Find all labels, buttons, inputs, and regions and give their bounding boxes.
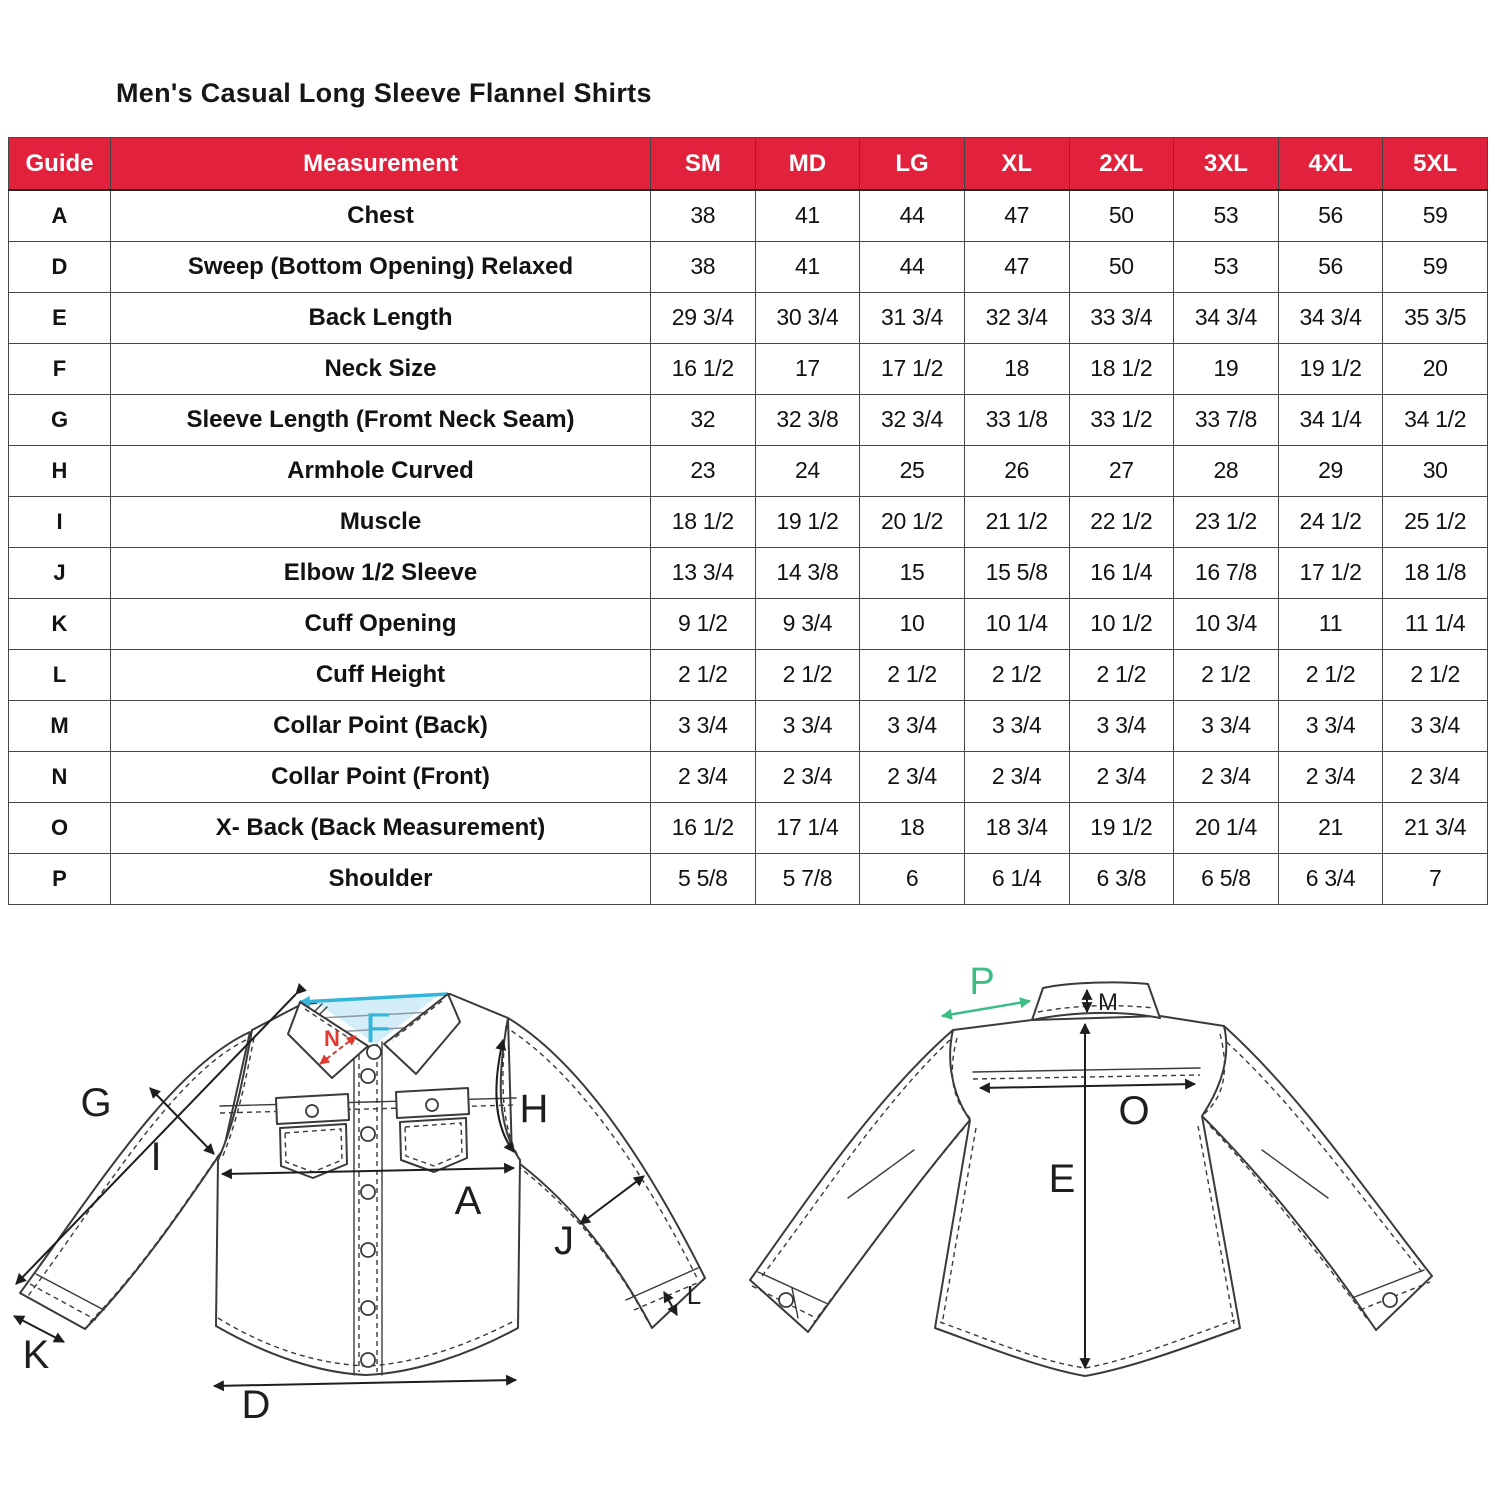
guide-cell: P xyxy=(9,853,111,904)
table-body xyxy=(9,190,1488,904)
size-value-cell: 19 1/2 xyxy=(1278,343,1383,394)
table-row-i xyxy=(9,496,1488,547)
size-value-cell: 19 xyxy=(1174,343,1279,394)
size-value-cell: 21 3/4 xyxy=(1383,802,1488,853)
size-value-cell: 16 1/4 xyxy=(1069,547,1174,598)
size-value-cell: 33 1/2 xyxy=(1069,394,1174,445)
size-value-cell: 3 3/4 xyxy=(1383,700,1488,751)
size-value-cell: 44 xyxy=(860,190,965,241)
size-value-cell: 6 3/4 xyxy=(1278,853,1383,904)
size-value-cell: 44 xyxy=(860,241,965,292)
size-value-cell: 32 3/4 xyxy=(860,394,965,445)
size-value-cell: 16 1/2 xyxy=(651,802,756,853)
size-value-cell: 9 1/2 xyxy=(651,598,756,649)
size-value-cell: 2 1/2 xyxy=(755,649,860,700)
size-value-cell: 38 xyxy=(651,190,756,241)
size-value-cell: 53 xyxy=(1174,241,1279,292)
size-value-cell: 6 xyxy=(860,853,965,904)
size-value-cell: 2 1/2 xyxy=(1278,649,1383,700)
size-value-cell: 11 1/4 xyxy=(1383,598,1488,649)
size-value-cell: 19 1/2 xyxy=(755,496,860,547)
front-shirt-diagram xyxy=(0,948,735,1495)
column-header-xl: XL xyxy=(964,138,1069,191)
back-shirt-diagram xyxy=(740,948,1495,1495)
size-value-cell: 2 1/2 xyxy=(1069,649,1174,700)
size-value-cell: 14 3/8 xyxy=(755,547,860,598)
size-value-cell: 47 xyxy=(964,241,1069,292)
size-value-cell: 24 xyxy=(755,445,860,496)
size-value-cell: 41 xyxy=(755,190,860,241)
size-value-cell: 34 3/4 xyxy=(1278,292,1383,343)
size-value-cell: 10 1/2 xyxy=(1069,598,1174,649)
size-value-cell: 3 3/4 xyxy=(1069,700,1174,751)
size-value-cell: 33 3/4 xyxy=(1069,292,1174,343)
measurement-cell: Collar Point (Front) xyxy=(111,751,651,802)
measurement-cell: Sweep (Bottom Opening) Relaxed xyxy=(111,241,651,292)
size-value-cell: 34 3/4 xyxy=(1174,292,1279,343)
front-label-n-collar-front: N xyxy=(324,1026,340,1051)
back-label-o-x-back: O xyxy=(1118,1089,1150,1133)
measurement-cell: Neck Size xyxy=(111,343,651,394)
back-label-p-shoulder: P xyxy=(969,961,995,1003)
size-value-cell: 2 3/4 xyxy=(1383,751,1488,802)
size-value-cell: 56 xyxy=(1278,190,1383,241)
size-value-cell: 59 xyxy=(1383,190,1488,241)
size-value-cell: 13 3/4 xyxy=(651,547,756,598)
size-value-cell: 50 xyxy=(1069,241,1174,292)
size-value-cell: 27 xyxy=(1069,445,1174,496)
measurement-cell: Shoulder xyxy=(111,853,651,904)
size-value-cell: 18 3/4 xyxy=(964,802,1069,853)
size-value-cell: 17 1/4 xyxy=(755,802,860,853)
size-value-cell: 33 1/8 xyxy=(964,394,1069,445)
table-row-a xyxy=(9,190,1488,241)
table-row-l xyxy=(9,649,1488,700)
size-value-cell: 2 3/4 xyxy=(651,751,756,802)
front-label-a-chest: A xyxy=(454,1179,482,1223)
size-value-cell: 33 7/8 xyxy=(1174,394,1279,445)
size-value-cell: 38 xyxy=(651,241,756,292)
size-value-cell: 17 xyxy=(755,343,860,394)
guide-cell: J xyxy=(9,547,111,598)
column-header-measurement: Measurement xyxy=(111,138,651,191)
size-value-cell: 23 1/2 xyxy=(1174,496,1279,547)
measurement-cell: Cuff Height xyxy=(111,649,651,700)
table-row-o xyxy=(9,802,1488,853)
size-value-cell: 25 xyxy=(860,445,965,496)
size-value-cell: 31 3/4 xyxy=(860,292,965,343)
guide-cell: G xyxy=(9,394,111,445)
size-value-cell: 19 1/2 xyxy=(1069,802,1174,853)
size-value-cell: 9 3/4 xyxy=(755,598,860,649)
size-value-cell: 32 3/4 xyxy=(964,292,1069,343)
guide-cell: E xyxy=(9,292,111,343)
size-value-cell: 2 1/2 xyxy=(651,649,756,700)
back-right-sleeve xyxy=(1202,1026,1432,1330)
size-value-cell: 50 xyxy=(1069,190,1174,241)
front-label-h-armhole: H xyxy=(519,1087,549,1131)
guide-cell: H xyxy=(9,445,111,496)
size-value-cell: 18 1/2 xyxy=(651,496,756,547)
size-value-cell: 18 xyxy=(860,802,965,853)
back-collar xyxy=(1032,982,1160,1020)
size-value-cell: 18 xyxy=(964,343,1069,394)
column-header-3xl: 3XL xyxy=(1174,138,1279,191)
column-header-sm: SM xyxy=(651,138,756,191)
front-right-sleeve xyxy=(504,1018,705,1328)
guide-cell: F xyxy=(9,343,111,394)
guide-cell: D xyxy=(9,241,111,292)
size-value-cell: 2 3/4 xyxy=(1278,751,1383,802)
size-value-cell: 2 3/4 xyxy=(1069,751,1174,802)
size-value-cell: 6 5/8 xyxy=(1174,853,1279,904)
size-chart-table xyxy=(8,137,1488,905)
size-value-cell: 32 xyxy=(651,394,756,445)
guide-cell: I xyxy=(9,496,111,547)
size-value-cell: 28 xyxy=(1174,445,1279,496)
back-left-sleeve xyxy=(750,1030,970,1332)
table-row-p xyxy=(9,853,1488,904)
page-title: Men's Casual Long Sleeve Flannel Shirts xyxy=(116,78,652,108)
size-value-cell: 22 1/2 xyxy=(1069,496,1174,547)
guide-cell: O xyxy=(9,802,111,853)
size-value-cell: 18 1/2 xyxy=(1069,343,1174,394)
size-value-cell: 2 1/2 xyxy=(1383,649,1488,700)
front-label-f-neck: F xyxy=(365,1004,391,1051)
size-value-cell: 16 7/8 xyxy=(1174,547,1279,598)
size-value-cell: 10 xyxy=(860,598,965,649)
size-value-cell: 41 xyxy=(755,241,860,292)
measurement-cell: Muscle xyxy=(111,496,651,547)
size-value-cell: 11 xyxy=(1278,598,1383,649)
size-value-cell: 3 3/4 xyxy=(964,700,1069,751)
measurement-cell: Armhole Curved xyxy=(111,445,651,496)
size-value-cell: 10 1/4 xyxy=(964,598,1069,649)
measurement-cell: Cuff Opening xyxy=(111,598,651,649)
guide-cell: L xyxy=(9,649,111,700)
size-value-cell: 23 xyxy=(651,445,756,496)
size-value-cell: 20 1/4 xyxy=(1174,802,1279,853)
size-value-cell: 17 1/2 xyxy=(860,343,965,394)
guide-cell: A xyxy=(9,190,111,241)
front-label-d-sweep: D xyxy=(241,1383,271,1427)
table-header-row xyxy=(9,138,1488,191)
size-value-cell: 2 3/4 xyxy=(964,751,1069,802)
size-value-cell: 30 xyxy=(1383,445,1488,496)
size-value-cell: 3 3/4 xyxy=(1278,700,1383,751)
guide-cell: K xyxy=(9,598,111,649)
size-value-cell: 2 3/4 xyxy=(755,751,860,802)
size-value-cell: 26 xyxy=(964,445,1069,496)
table-row-k xyxy=(9,598,1488,649)
table-row-m xyxy=(9,700,1488,751)
size-value-cell: 2 3/4 xyxy=(1174,751,1279,802)
measurement-cell: Collar Point (Back) xyxy=(111,700,651,751)
table-row-d xyxy=(9,241,1488,292)
size-value-cell: 3 3/4 xyxy=(651,700,756,751)
size-value-cell: 59 xyxy=(1383,241,1488,292)
size-value-cell: 20 1/2 xyxy=(860,496,965,547)
size-value-cell: 15 xyxy=(860,547,965,598)
size-value-cell: 10 3/4 xyxy=(1174,598,1279,649)
size-value-cell: 7 xyxy=(1383,853,1488,904)
size-value-cell: 2 1/2 xyxy=(860,649,965,700)
column-header-4xl: 4XL xyxy=(1278,138,1383,191)
back-label-e-back-length: E xyxy=(1048,1157,1076,1201)
column-header-5xl: 5XL xyxy=(1383,138,1488,191)
size-value-cell: 3 3/4 xyxy=(1174,700,1279,751)
guide-cell: M xyxy=(9,700,111,751)
size-value-cell: 25 1/2 xyxy=(1383,496,1488,547)
column-header-lg: LG xyxy=(860,138,965,191)
column-header-2xl: 2XL xyxy=(1069,138,1174,191)
size-value-cell: 30 3/4 xyxy=(755,292,860,343)
front-label-j-elbow: J xyxy=(554,1219,574,1263)
table-row-f xyxy=(9,343,1488,394)
size-value-cell: 53 xyxy=(1174,190,1279,241)
back-shirt-body xyxy=(935,1016,1240,1376)
measurement-cell: Chest xyxy=(111,190,651,241)
guide-cell: N xyxy=(9,751,111,802)
size-value-cell: 5 7/8 xyxy=(755,853,860,904)
back-label-m-collar-back: M xyxy=(1098,989,1118,1016)
size-value-cell: 32 3/8 xyxy=(755,394,860,445)
measurement-cell: Sleeve Length (Fromt Neck Seam) xyxy=(111,394,651,445)
size-value-cell: 56 xyxy=(1278,241,1383,292)
size-value-cell: 20 xyxy=(1383,343,1488,394)
size-value-cell: 24 1/2 xyxy=(1278,496,1383,547)
size-value-cell: 21 xyxy=(1278,802,1383,853)
front-label-i-muscle: I xyxy=(150,1135,162,1179)
measurement-cell: Back Length xyxy=(111,292,651,343)
size-value-cell: 34 1/4 xyxy=(1278,394,1383,445)
measurement-cell: X- Back (Back Measurement) xyxy=(111,802,651,853)
size-value-cell: 35 3/5 xyxy=(1383,292,1488,343)
size-value-cell: 29 xyxy=(1278,445,1383,496)
table-row-h xyxy=(9,445,1488,496)
front-label-k-cuff-opening: K xyxy=(22,1333,50,1377)
size-value-cell: 6 3/8 xyxy=(1069,853,1174,904)
size-value-cell: 3 3/4 xyxy=(860,700,965,751)
front-label-l-cuff-height: L xyxy=(686,1280,702,1310)
measurement-cell: Elbow 1/2 Sleeve xyxy=(111,547,651,598)
column-header-guide: Guide xyxy=(9,138,111,191)
size-value-cell: 2 1/2 xyxy=(964,649,1069,700)
size-value-cell: 6 1/4 xyxy=(964,853,1069,904)
table-row-n xyxy=(9,751,1488,802)
size-value-cell: 18 1/8 xyxy=(1383,547,1488,598)
front-label-g-sleeve-length: G xyxy=(80,1081,112,1125)
front-right-pocket xyxy=(396,1088,469,1172)
size-value-cell: 2 3/4 xyxy=(860,751,965,802)
table-row-g xyxy=(9,394,1488,445)
size-value-cell: 15 5/8 xyxy=(964,547,1069,598)
size-value-cell: 5 5/8 xyxy=(651,853,756,904)
table-row-e xyxy=(9,292,1488,343)
size-value-cell: 29 3/4 xyxy=(651,292,756,343)
size-value-cell: 47 xyxy=(964,190,1069,241)
size-value-cell: 21 1/2 xyxy=(964,496,1069,547)
table-row-j xyxy=(9,547,1488,598)
size-value-cell: 16 1/2 xyxy=(651,343,756,394)
size-value-cell: 2 1/2 xyxy=(1174,649,1279,700)
front-left-pocket xyxy=(276,1094,349,1178)
size-value-cell: 34 1/2 xyxy=(1383,394,1488,445)
size-value-cell: 17 1/2 xyxy=(1278,547,1383,598)
size-value-cell: 3 3/4 xyxy=(755,700,860,751)
column-header-md: MD xyxy=(755,138,860,191)
